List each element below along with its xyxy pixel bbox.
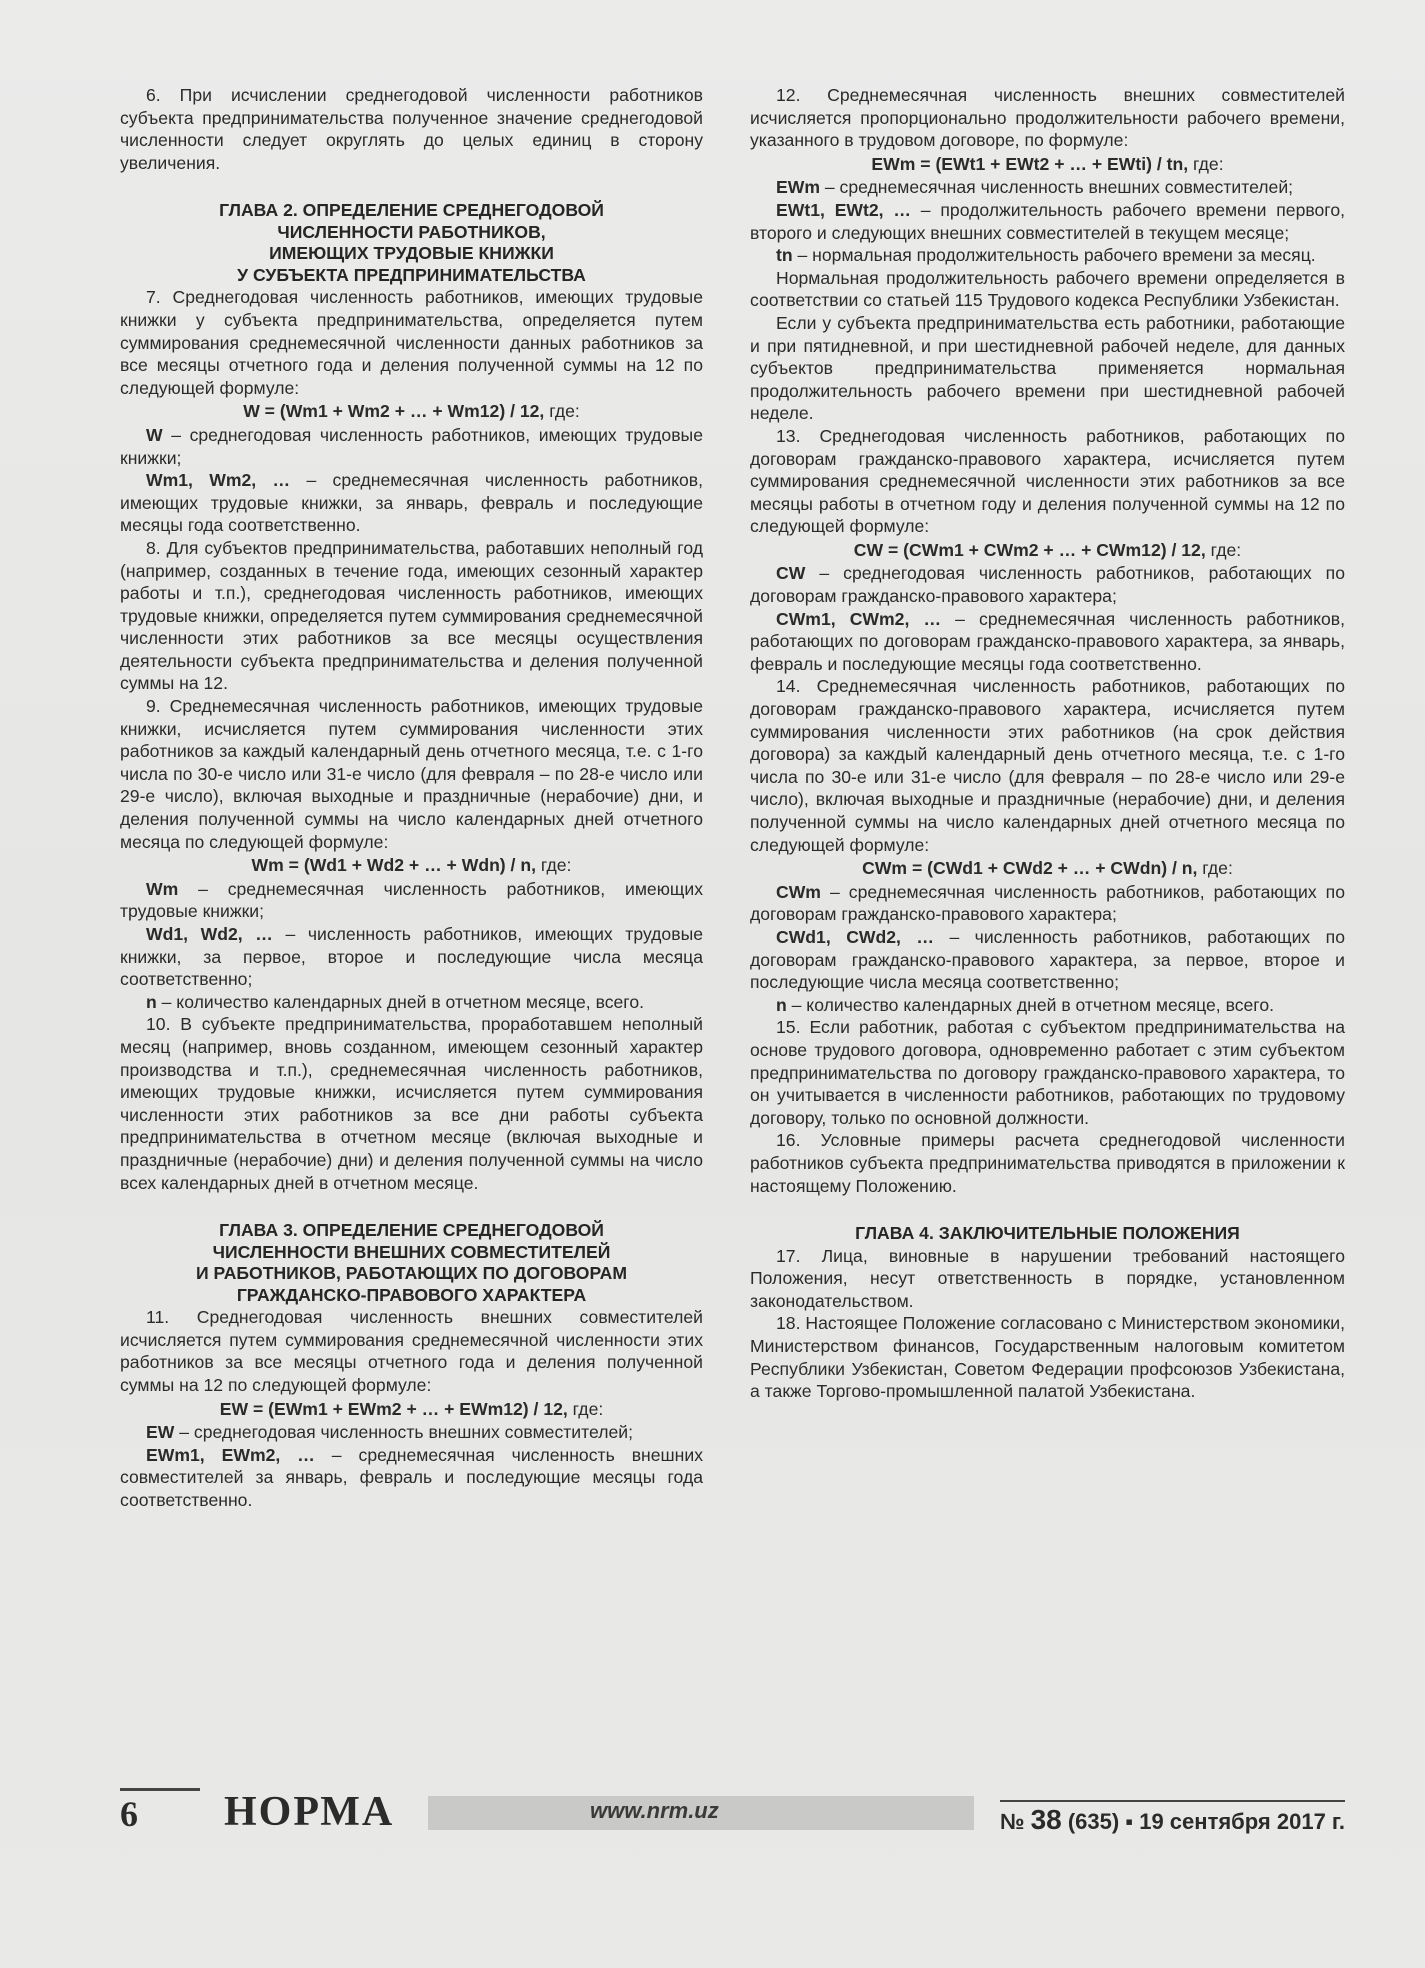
- paragraph-17: 17. Лица, виновные в нарушении требований настоящего Положения, несут ответственность в порядке, установленном законодательством.: [750, 1245, 1345, 1311]
- paragraph-13: 13. Среднегодовая численность работников, работающих по договорам гражданско-правового характера, исчисляется путем суммирования среднемесячной численности этих работников за все месяцы работы в отчетном году и деления полученной суммы на 12 по следующей формуле:: [750, 425, 1345, 537]
- definition-cwm: CWm1, CWm2, … – среднемесячная численность работников, работающих по договорам гражданско-правового характера, за январь, февраль и последующие месяцы года соответственно.: [750, 608, 1345, 674]
- issue-info: № 38 (635) ▪ 19 сентября 2017 г.: [1000, 1800, 1345, 1836]
- formula-wm: Wm = (Wd1 + Wd2 + … + Wdn) / n, где:: [251, 855, 572, 876]
- definition-w: W – среднегодовая численность работников, имеющих трудовые книжки;: [120, 424, 703, 468]
- definition-wm-monthly: Wm – среднемесячная численность работников, имеющих трудовые книжки;: [120, 878, 703, 922]
- paragraph-8: 8. Для субъектов предпринимательства, работавших неполный год (например, созданных в течение года, имеющих сезонный характер работы и т.п.), среднегодовая численность работников, имеющих трудовые книжки, определяется путем суммирования среднемесячной численности этих работников за все месяцы осуществления деятельности субъекта предпринимательства и деления полученной суммы на 12.: [120, 537, 703, 694]
- formula-ew: EW = (EWm1 + EWm2 + … + EWm12) / 12, где:: [219, 1398, 604, 1419]
- definition-tn: tn – нормальная продолжительность рабочего времени за месяц.: [776, 245, 1316, 266]
- site-url[interactable]: www.nrm.uz: [590, 1798, 719, 1823]
- formula-cw: CW = (CWm1 + CWm2 + … + CWm12) / 12, где:: [853, 539, 1242, 560]
- definition-cwd: CWd1, CWd2, … – численность работников, работающих по договорам гражданско-правового характера, за первое, второе и последующие числа месяца соответственно;: [750, 926, 1345, 993]
- formula-w: W = (Wm1 + Wm2 + … + Wm12) / 12, где:: [243, 401, 580, 422]
- paragraph-six-day: Если у субъекта предпринимательства есть работники, работающие и при пятидневной, и при шестидневной рабочей неделе, для данных субъектов предпринимательства применяется нормальная продолжительность рабочего времени при шестидневной рабочей неделе.: [750, 312, 1345, 424]
- paragraph-10: 10. В субъекте предпринимательства, проработавшем неполный месяц (например, вновь созданном, имеющем сезонный характер производства и т.п.), среднемесячная численность работников, имеющих трудовые книжки, исчисляется путем суммирования численности этих работников за все дни работы субъекта предпринимательства в отчетном месяце (включая выходные и праздничные (нерабочие) дни) и деления полученной суммы на число всех календарных дней в отчетном месяце.: [120, 1014, 703, 1193]
- definition-wm: Wm1, Wm2, … – среднемесячная численность работников, имеющих трудовые книжки, за январь, февраль и последующие месяцы года соответственно.: [120, 470, 704, 536]
- paragraph-16: 16. Условные примеры расчета среднегодовой численности работников субъекта предпринимательства приводятся в приложении к настоящему Положению.: [750, 1130, 1345, 1196]
- formula-ewm: EWm = (EWt1 + EWt2 + … + EWti) / tn, где:: [871, 153, 1224, 174]
- definition-cw: CW – среднегодовая численность работников, работающих по договорам гражданско-правового характера;: [750, 563, 1345, 607]
- page-number: 6: [120, 1788, 200, 1835]
- paragraph-12: 12. Среднемесячная численность внешних совместителей исчисляется пропорционально продолжительности рабочего времени, указанного в трудовом договоре, по формуле:: [750, 85, 1345, 151]
- definition-ew: EW – среднегодовая численность внешних совместителей;: [146, 1422, 633, 1443]
- paragraph-9: 9. Среднемесячная численность работников, имеющих трудовые книжки, исчисляется путем суммирования численности этих работников за каждый календарный день отчетного месяца, т.е. с 1-го числа по 30-е число или 31-е число (для февраля – по 28-е число или 29-е число), включая выходные и праздничные (нерабочие) дни, и деления полученной суммы на число календарных дней отчетного месяца по следующей формуле:: [120, 696, 703, 852]
- formula-cwm: CWm = (CWd1 + CWd2 + … + CWdn) / n, где:: [862, 858, 1233, 879]
- paragraph-15: 15. Если работник, работая с субъектом предпринимательства на основе трудового договора, одновременно работает с этим субъектом предпринимательства по договору гражданско-правового характера, то он учитывается в численности работников, работающих по трудовому договору, только по основной должности.: [750, 1017, 1345, 1128]
- definition-ewm: EWm1, EWm2, … – среднемесячная численность внешних совместителей за январь, февраль и последующие месяцы года соответственно.: [120, 1444, 704, 1510]
- left-column: [120, 84, 703, 1511]
- brand-logo: НОРМА: [224, 1789, 395, 1835]
- page-footer: [120, 1788, 1345, 1848]
- paragraph-7: 7. Среднегодовая численность работников, имеющих трудовые книжки у субъекта предпринимательства, определяется путем суммирования среднемесячной численности данных работников за все месяцы отчетного года и деления полученной суммы на 12 по следующей формуле:: [120, 287, 703, 398]
- definition-n-right: n – количество календарных дней в отчетном месяце, всего.: [776, 994, 1275, 1015]
- definition-wd: Wd1, Wd2, … – численность работников, имеющих трудовые книжки, за первое, второе и последующие числа месяца соответственно;: [120, 924, 703, 990]
- definition-ewm-monthly: EWm – среднемесячная численность внешних совместителей;: [776, 177, 1294, 198]
- definition-n: n – количество календарных дней в отчетном месяце, всего.: [146, 991, 645, 1012]
- chapter-4-heading: ГЛАВА 4. ЗАКЛЮЧИТЕЛЬНЫЕ ПОЛОЖЕНИЯ: [855, 1223, 1240, 1244]
- paragraph-14: 14. Среднемесячная численность работников, работающих по договорам гражданско-правового характера, исчисляется путем суммирования численности этих работников (на срок действия договора) за каждый календарный день отчетного месяца, т.е. с 1-го числа по 30-е или 31-е число (для февраля – по 28-е число или 29-е число), включая выходные и праздничные (нерабочие) дни, и деления полученной суммы на число календарных дней отчетного месяца по следующей формуле:: [750, 676, 1345, 855]
- paragraph-11: 11. Среднегодовая численность внешних совместителей исчисляется путем суммирования среднемесячной численности этих работников за все месяцы отчетного года и деления полученной суммы на 12 по следующей формуле:: [120, 1307, 703, 1395]
- chapter-3-heading: ГЛАВА 3. ОПРЕДЕЛЕНИЕ СРЕДНЕГОДОВОЙ ЧИСЛЕННОСТИ ВНЕШНИХ СОВМЕСТИТЕЛЕЙ И РАБОТНИКОВ, РАБОТАЮЩИХ ПО ДОГОВОРАМ ГРАЖДАНСКО-ПРАВОВОГО ХАРАКТЕРА: [195, 1220, 628, 1305]
- paragraph-18: 18. Настоящее Положение согласовано с Министерством экономики, Министерством финансов, Государственным налоговым комитетом Республики Узбекистан, Советом Федерации профсоюзов Узбекистана, а также Торгово-промышленной палатой Узбекистана.: [750, 1313, 1345, 1402]
- chapter-2-heading: ГЛАВА 2. ОПРЕДЕЛЕНИЕ СРЕДНЕГОДОВОЙ ЧИСЛЕННОСТИ РАБОТНИКОВ, ИМЕЮЩИХ ТРУДОВЫЕ КНИЖКИ У СУБЪЕКТА ПРЕДПРИНИМАТЕЛЬСТВА: [219, 200, 604, 285]
- paragraph-6: 6. При исчислении среднегодовой численности работников субъекта предпринимательства полученное значение среднегодовой численности следует округлять до целых единиц в сторону увеличения.: [120, 85, 703, 173]
- paragraph-norm: Нормальная продолжительность рабочего времени определяется в соответствии со статьей 115 Трудового кодекса Республики Узбекистан.: [750, 267, 1345, 311]
- definition-cwm-monthly: CWm – среднемесячная численность работников, работающих по договорам гражданско-правового характера;: [750, 881, 1345, 925]
- right-column: [750, 84, 1345, 1403]
- definition-ewt: EWt1, EWt2, … – продолжительность рабочего времени первого, второго и следующих внешних совместителей в текущем месяце;: [750, 199, 1345, 243]
